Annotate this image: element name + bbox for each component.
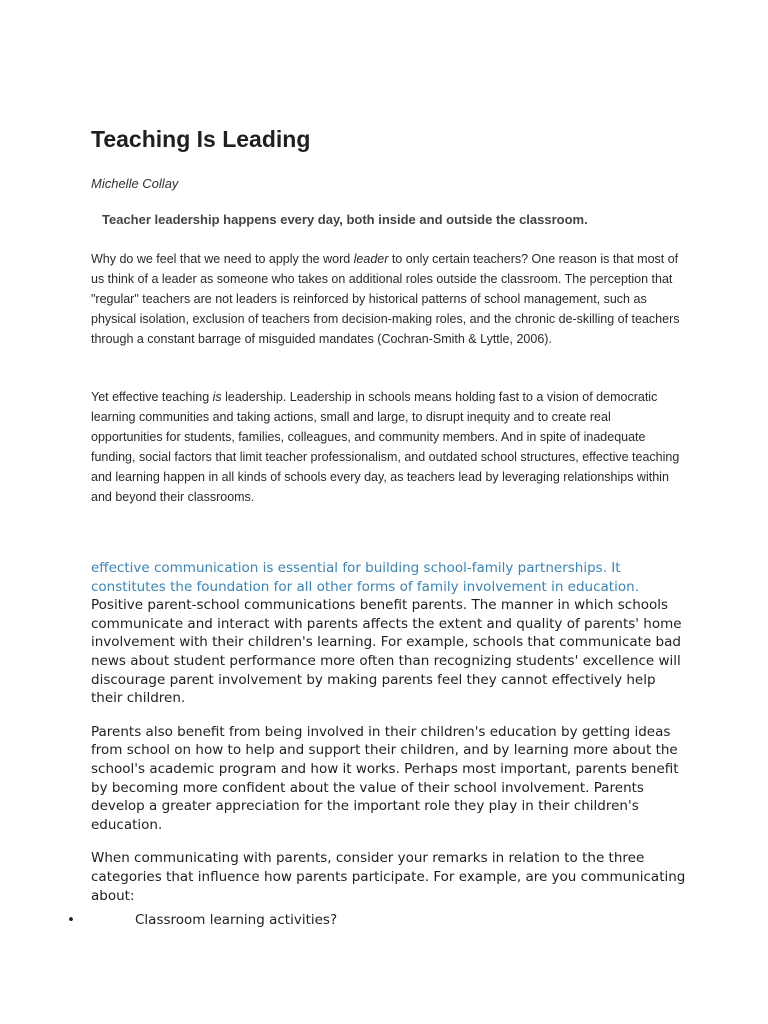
article-paragraph-2 (91, 387, 681, 507)
communication-paragraph-1-text: Positive parent-school communications benefit parents. The manner in which schools communicate and interact with parents affects the extent and quality of parents' home involvement with their children's learning. For example, schools that communicate bad news about student performance more often than recognizing students' excellence will discourage parent involvement by making parents feel they cannot effectively help their children. (91, 597, 682, 707)
communication-paragraph-2: Parents also benefit from being involved in their children's education by getting ideas from school on how to help and support their children, and by learning more about the school's academic program and how it works. Perhaps most important, parents benefit by becoming more confident about the value of their school involvement. Parents develop a greater appreciation for the important role they play in their children's education. (91, 723, 679, 833)
list-item-text: Classroom learning activities? (135, 912, 338, 928)
bullet-icon: • (67, 912, 75, 928)
paragraph-1-italic-word: leader (353, 252, 389, 266)
communication-paragraph-3: When communicating with parents, consider your remarks in relation to the three categories that influence how parents participate. For example, are you communicating about: (91, 850, 686, 904)
article-lead: Teacher leadership happens every day, both inside and outside the classroom. (102, 212, 588, 227)
article-title: Teaching Is Leading (91, 126, 311, 152)
article-paragraph-1 (91, 249, 681, 349)
communication-section (91, 559, 691, 905)
paragraph-1-text-end: to only certain teachers? One reason is that most of us think of a leader as someone who takes on additional roles outside the classroom. The perception that "regular" teachers are not leaders is reinforced by historical patterns of school management, such as physical isolation, exclusion of teachers from decision-making roles, and the chronic de-skilling of teachers through a constant barrage of misguided mandates (Cochran-Smith & Lyttle, 2006). (91, 252, 680, 346)
paragraph-1-text-start: Why do we feel that we need to apply the word (91, 252, 354, 266)
article-author: Michelle Collay (91, 176, 179, 191)
paragraph-2-text-start: Yet effective teaching (91, 390, 213, 404)
communication-paragraph-1 (91, 559, 691, 708)
paragraph-2-text-end: leadership. Leadership in schools means holding fast to a vision of democratic learning communities and taking actions, small and large, to disrupt inequity and to create real opportunities for students, families, colleagues, and community members. And in spite of inadequate funding, social factors that limit teacher professionalism, and outdated school structures, effective teaching and learning happen in all kinds of schools every day, as teachers lead by leveraging relationships within and beyond their classrooms. (91, 390, 680, 504)
communication-highlight: effective communication is essential for building school-family partnerships. It constitutes the foundation for all other forms of family involvement in education. (91, 560, 639, 595)
paragraph-2-italic-word: is (212, 390, 222, 404)
